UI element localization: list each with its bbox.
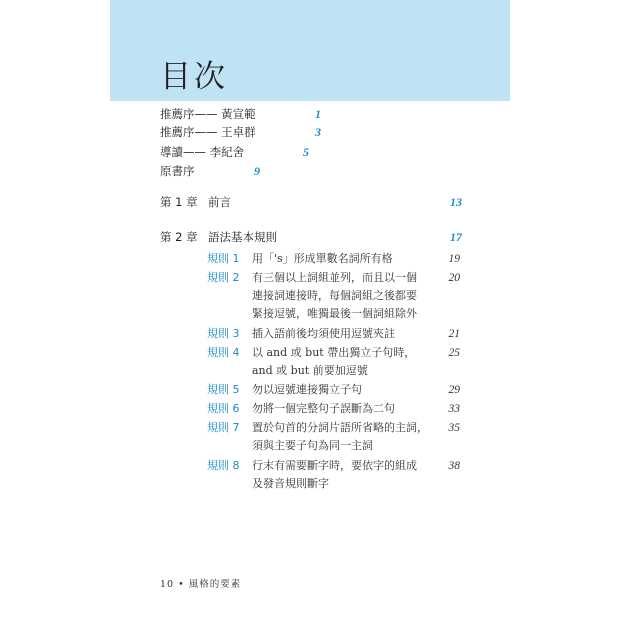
toc-page-number: 13 — [450, 195, 462, 209]
rule-label: 規則 8 — [207, 459, 240, 472]
chapter-title[interactable]: 語法基本規則 — [208, 230, 277, 244]
rule-text[interactable] — [252, 325, 442, 343]
rule-line: 須與主要子句為同一主詞 — [252, 439, 373, 452]
chapter-number: 第 2 章 — [160, 230, 198, 244]
rule-label: 規則 6 — [207, 402, 240, 415]
rule-text[interactable] — [252, 269, 442, 323]
rule-text[interactable] — [252, 400, 442, 418]
toc-entry[interactable]: 推薦序—— 王卓群 — [160, 125, 256, 139]
toc-entry[interactable]: 推薦序—— 黃宣範 — [160, 107, 256, 121]
toc-page-number: 3 — [315, 125, 321, 139]
rule-page-number: 21 — [448, 328, 460, 340]
toc-page-number: 9 — [254, 164, 260, 178]
rule-label: 規則 4 — [207, 346, 240, 359]
rule-line: 連接詞連接時，每個詞組之後都要 — [252, 289, 417, 302]
rule-line: and 或 but 前要加逗號 — [252, 364, 368, 377]
toc-page-number: 17 — [450, 230, 462, 244]
page-title: 目次 — [160, 59, 228, 95]
rule-text[interactable] — [252, 419, 442, 455]
page-footer: 10 • 風格的要素 — [160, 579, 242, 590]
rule-page-number: 19 — [448, 253, 460, 265]
rule-text[interactable] — [252, 457, 442, 493]
rule-page-number: 38 — [448, 460, 460, 472]
rule-page-number: 33 — [448, 403, 460, 415]
chapter-number: 第 1 章 — [160, 195, 198, 209]
rule-line: 置於句首的分詞片語所省略的主詞， — [252, 421, 428, 434]
rule-page-number: 35 — [448, 422, 460, 434]
rule-line: 以 and 或 but 帶出獨立子句時， — [252, 346, 416, 359]
toc-entry[interactable]: 導讀—— 李紀舍 — [160, 145, 245, 159]
rule-line: 及發音規則斷字 — [252, 477, 329, 490]
rule-label: 規則 3 — [207, 327, 240, 340]
rule-line: 勿以逗號連接獨立子句 — [252, 383, 362, 396]
toc-page-number: 5 — [303, 145, 309, 159]
rule-line: 插入語前後均須使用逗號夾註 — [252, 327, 395, 340]
chapter-title[interactable]: 前言 — [208, 195, 231, 209]
rule-page-number: 20 — [448, 272, 460, 284]
rule-label: 規則 5 — [207, 383, 240, 396]
rule-label: 規則 7 — [207, 421, 240, 434]
rule-text[interactable] — [252, 250, 442, 268]
rule-text[interactable] — [252, 381, 442, 399]
toc-page-number: 1 — [315, 107, 321, 121]
rule-page-number: 29 — [448, 384, 460, 396]
rule-line: 勿將一個完整句子誤斷為二句 — [252, 402, 395, 415]
rule-line: 有三個以上詞組並列，而且以一個 — [252, 271, 417, 284]
rule-line: 行末有需要斷字時，要依字的組成 — [252, 459, 417, 472]
rule-page-number: 25 — [448, 347, 460, 359]
rule-line: 緊接逗號，唯獨最後一個詞組除外 — [252, 307, 417, 320]
rule-label: 規則 2 — [207, 271, 240, 284]
rule-line: 用「's」形成單數名詞所有格 — [252, 252, 393, 265]
rule-label: 規則 1 — [207, 252, 240, 265]
rule-text[interactable] — [252, 344, 442, 380]
toc-entry[interactable]: 原書序 — [160, 164, 195, 178]
